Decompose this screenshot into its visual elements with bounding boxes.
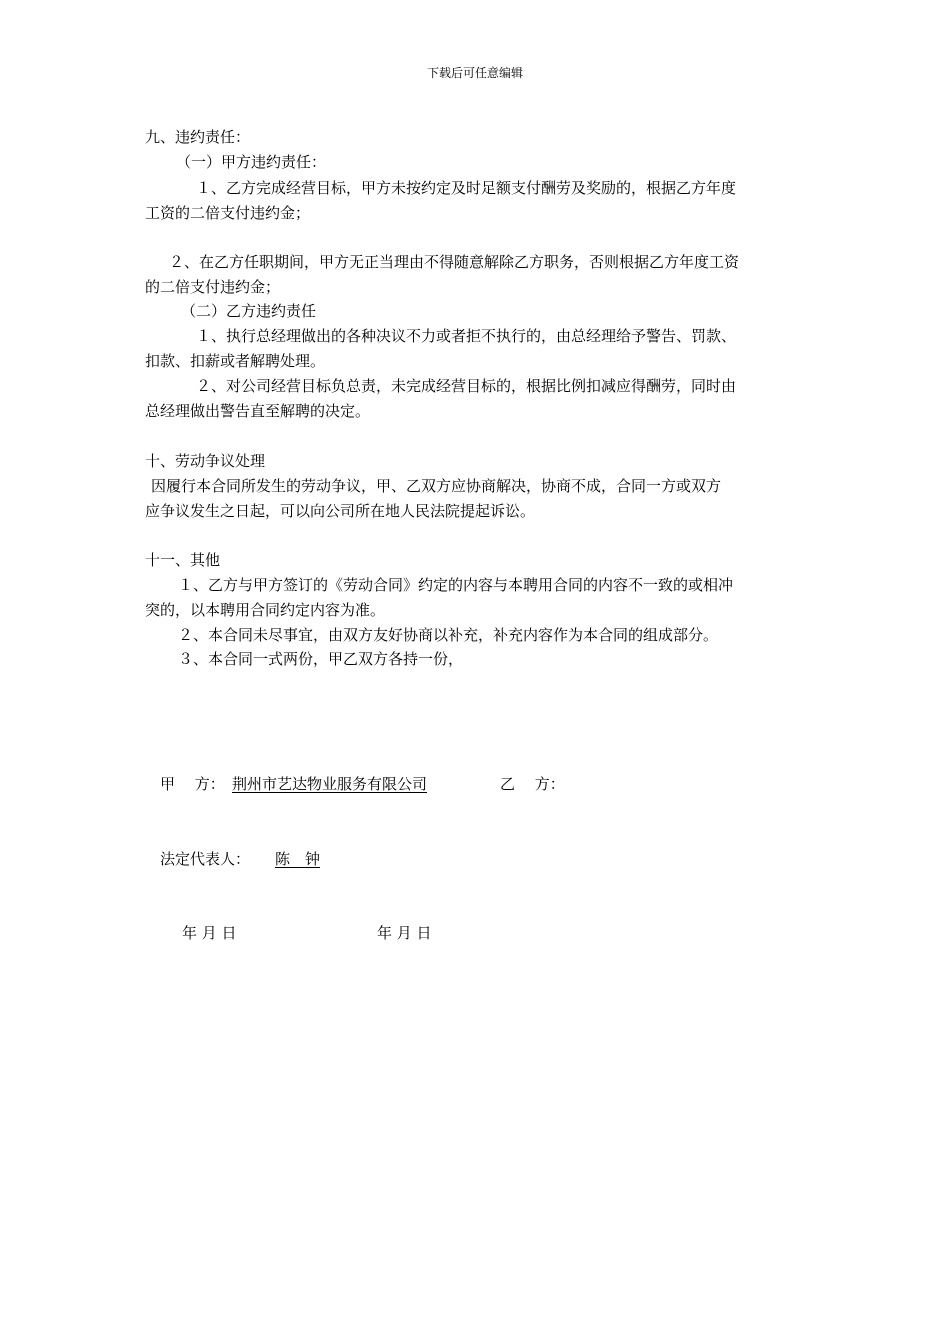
section-9-item4-line1: ２、对公司经营目标负总责，未完成经营目标的，根据比例扣减应得酬劳，同时由 <box>196 377 737 395</box>
section-9-item1-line2: 工资的二倍支付违约金； <box>145 204 311 222</box>
legal-rep-label: 法定代表人： <box>160 850 251 868</box>
section-9-item2-line2: 的二倍支付违约金； <box>145 278 281 296</box>
legal-rep-name: 陈 钟 <box>275 850 321 868</box>
section-10-line2: 应争议发生之日起，可以向公司所在地人民法院提起诉讼。 <box>145 502 536 520</box>
section-9-item3-line1: １、执行总经理做出的各种决议不力或者拒不执行的，由总经理给予警告、罚款、 <box>196 327 737 345</box>
date-party-a: 年 月 日 <box>182 924 237 942</box>
section-9-item1-line1: １、乙方完成经营目标，甲方未按约定及时足额支付酬劳及奖励的，根据乙方年度 <box>196 179 737 197</box>
section-9-item4-line2: 总经理做出警告直至解聘的决定。 <box>145 402 371 420</box>
section-11-title: 十一、其他 <box>145 551 221 569</box>
section-11-item2: ２、本合同未尽事宜，由双方友好协商以补充，补充内容作为本合同的组成部分。 <box>178 626 719 644</box>
section-9-item2-line1: ２、在乙方任职期间，甲方无正当理由不得随意解除乙方职务，否则根据乙方年度工资 <box>169 253 740 271</box>
party-b-label: 乙 方： <box>500 775 565 793</box>
section-10-line1: 因履行本合同所发生的劳动争议，甲、乙双方应协商解决，协商不成，合同一方或双方 <box>151 477 722 495</box>
date-party-b: 年 月 日 <box>377 924 432 942</box>
section-11-item1-line2: 突的，以本聘用合同约定内容为准。 <box>145 601 386 619</box>
page-header: 下载后可任意编辑 <box>426 66 523 80</box>
section-9-item3-line2: 扣款、扣薪或者解聘处理。 <box>145 352 326 370</box>
section-9-sub2-title: （二）乙方违约责任 <box>181 302 317 320</box>
party-a-name: 荆州市艺达物业服务有限公司 <box>232 775 428 793</box>
party-a-label: 甲 方： <box>160 775 225 793</box>
section-11-item3: ３、本合同一式两份，甲乙双方各持一份， <box>178 650 464 668</box>
section-9-title: 九、违约责任： <box>145 128 251 146</box>
section-9-sub1-title: （一）甲方违约责任： <box>176 153 327 171</box>
section-10-title: 十、劳动争议处理 <box>145 452 266 470</box>
section-11-item1-line1: １、乙方与甲方签订的《劳动合同》约定的内容与本聘用合同的内容不一致的或相冲 <box>178 576 734 594</box>
